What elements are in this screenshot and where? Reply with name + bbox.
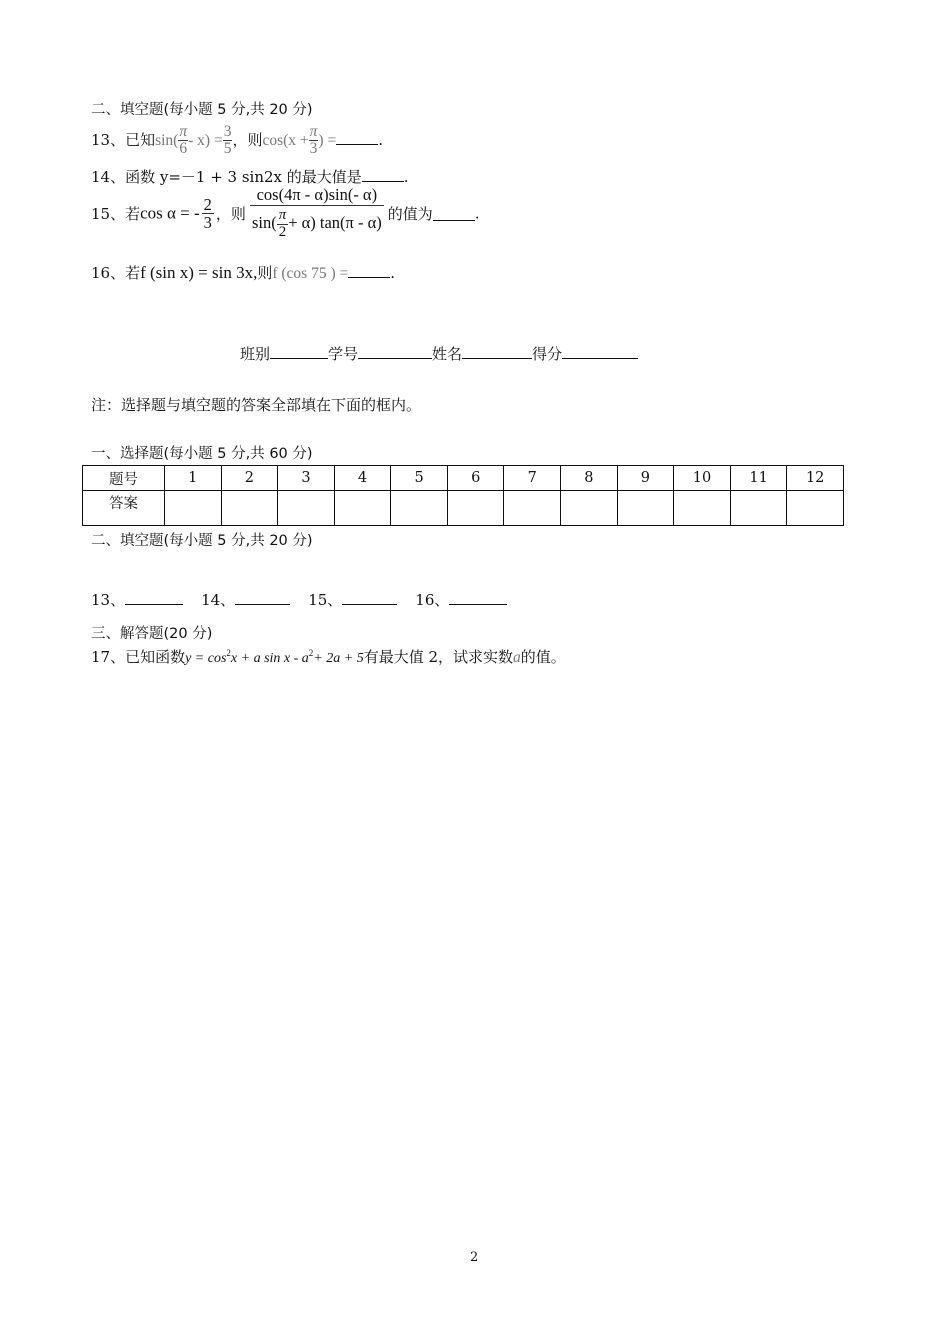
q13-fraction-pi-3: $\frac{\pi}{3}$ [309, 123, 318, 158]
section-heading-fill-in-answers: 二、填空题(每小题 5 分,共 20 分) [91, 533, 313, 549]
question-17 [91, 646, 566, 667]
q17-sup-2: 2 [226, 648, 231, 658]
q13-number: 13、已知 [91, 130, 156, 149]
question-14 [91, 166, 409, 187]
question-number-cell: 1 [165, 466, 222, 491]
q13-sin-open: sin( [155, 131, 179, 149]
q13-end: . [378, 130, 383, 149]
q15-end: . [474, 204, 480, 223]
q16-end: . [390, 264, 396, 282]
q16-expr: f (sin x) = sin 3x, [140, 263, 258, 282]
fill-label-14: 14、 [201, 591, 236, 609]
section-heading-fill-in: 二、填空题(每小题 5 分,共 20 分) [91, 102, 313, 118]
name-field[interactable] [462, 344, 532, 359]
answer-cell[interactable] [504, 491, 561, 526]
answer-cell[interactable] [334, 491, 391, 526]
page-number: 2 [470, 1250, 479, 1265]
answer-cell[interactable] [165, 491, 222, 526]
q16-number: 16、若 [91, 264, 141, 282]
class-label: 班别 [240, 345, 271, 363]
q15-tail: 的值为 [387, 204, 433, 223]
answer-cell[interactable] [221, 491, 278, 526]
question-15 [91, 186, 480, 241]
question-number-cell: 5 [391, 466, 448, 491]
fill-label-16: 16、 [415, 591, 450, 609]
q17-expr-a: y = cos [185, 651, 227, 666]
question-13 [91, 124, 383, 158]
q15-then: ，则 [215, 204, 246, 223]
question-number-cell: 4 [334, 466, 391, 491]
question-number-cell: 3 [278, 466, 335, 491]
fill-blank-13[interactable] [125, 590, 183, 605]
q15-big-fraction: cos(4π - α)sin(- α) sin( $\frac{\pi}{2}$ + α) tan(π - α) [251, 185, 382, 241]
q15-number: 15、若 [91, 204, 141, 223]
score-field[interactable] [562, 344, 638, 359]
q13-fraction-pi-6: $\frac{\pi}{6}$ [179, 123, 188, 158]
q13-then: ，则 [232, 130, 263, 149]
fill-blank-14[interactable] [235, 590, 290, 605]
answer-cell[interactable] [447, 491, 504, 526]
q17-number: 17、已知函数 [91, 648, 186, 666]
q13-cos-open: cos(x + [262, 131, 309, 149]
question-number-cell: 2 [221, 466, 278, 491]
q15-answer-blank[interactable] [433, 206, 475, 221]
section-heading-problem-solving: 三、解答题(20 分) [91, 626, 213, 642]
question-16 [91, 262, 395, 283]
answer-table [82, 465, 844, 526]
question-number-cell: 8 [561, 466, 618, 491]
q15-cos-alpha: cos α = - [140, 203, 200, 223]
question-number-cell: 11 [730, 466, 787, 491]
q16-then: 则 [257, 264, 273, 282]
answer-cell[interactable] [391, 491, 448, 526]
score-label: 得分 [532, 345, 563, 363]
class-field[interactable] [270, 344, 328, 359]
row-header-question-number: 题号 [83, 466, 165, 491]
fill-blank-16[interactable] [449, 590, 507, 605]
q13-answer-blank[interactable] [336, 130, 378, 145]
fill-label-13: 13、 [91, 591, 126, 609]
student-id-field[interactable] [358, 344, 432, 359]
q13-fraction-3-5: $\frac{3}{5}$ [223, 123, 232, 158]
answer-row [83, 491, 844, 526]
q17-var-a: a [513, 649, 521, 666]
fill-in-answer-line [91, 589, 507, 610]
q17-tail-1: 有最大值 2，试求实数 [363, 648, 514, 666]
question-number-cell: 6 [447, 466, 504, 491]
q14-text: 14、函数 y=－1 + 3 sin2x 的最大值是 [91, 168, 362, 186]
q17-expr-c: + 2a + 5 [313, 651, 364, 666]
question-number-cell: 10 [674, 466, 731, 491]
q13-close-eq: ) = [318, 131, 337, 149]
fill-blank-15[interactable] [342, 590, 397, 605]
answer-cell[interactable] [561, 491, 618, 526]
q14-end: . [403, 168, 409, 186]
question-number-cell: 12 [787, 466, 844, 491]
question-number-cell: 9 [617, 466, 674, 491]
q17-sup-2b: 2 [308, 648, 314, 658]
q14-answer-blank[interactable] [362, 167, 404, 182]
answer-cell[interactable] [674, 491, 731, 526]
student-info-line [240, 343, 638, 364]
question-number-cell: 7 [504, 466, 561, 491]
q15-fraction-2-3: $\frac{2}{3}$ [203, 194, 212, 232]
q16-answer-blank[interactable] [348, 263, 390, 278]
row-header-answer: 答案 [83, 491, 165, 526]
answer-cell[interactable] [278, 491, 335, 526]
q17-tail-2: 的值。 [520, 648, 566, 666]
fill-label-15: 15、 [308, 591, 343, 609]
answer-cell[interactable] [787, 491, 844, 526]
answer-cell[interactable] [617, 491, 674, 526]
q17-expr-b: x + a sin x - a [230, 651, 309, 666]
student-id-label: 学号 [328, 345, 359, 363]
answer-cell[interactable] [730, 491, 787, 526]
question-number-row [83, 466, 844, 491]
section-heading-multiple-choice: 一、选择题(每小题 5 分,共 60 分) [91, 446, 313, 462]
q13-minus-x: - x) = [188, 131, 223, 149]
q16-expr2: f (cos 75 ) = [272, 265, 349, 282]
name-label: 姓名 [432, 345, 463, 363]
answer-note: 注：选择题与填空题的答案全部填在下面的框内。 [91, 396, 422, 414]
